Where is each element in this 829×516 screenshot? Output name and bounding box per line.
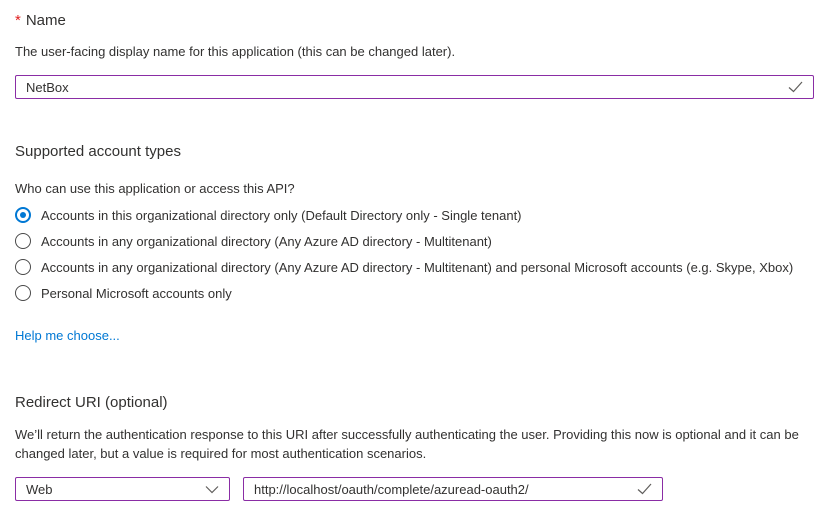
redirect-uri-description: We’ll return the authentication response to this URI after successfully authenticating the user. Providing this now is optional and it can be changed later, but a value is required for most authentication scenarios. — [15, 427, 799, 461]
name-input[interactable] — [15, 75, 814, 99]
redirect-uri-row — [15, 477, 814, 501]
radio-button-icon[interactable] — [15, 285, 31, 301]
radio-option-label: Accounts in any organizational directory (Any Azure AD directory - Multitenant) and personal Microsoft accounts (e.g. Skype, Xbox) — [41, 259, 794, 275]
radio-option-multitenant[interactable] — [15, 228, 814, 254]
chevron-down-icon — [205, 485, 219, 494]
redirect-uri-input-value: http://localhost/oauth/complete/azuread-oauth2/ — [254, 481, 529, 497]
valid-checkmark-icon — [788, 81, 803, 93]
radio-option-personal-only[interactable] — [15, 280, 814, 306]
name-field-description: The user-facing display name for this application (this can be changed later). — [15, 44, 456, 59]
radio-option-single-tenant[interactable] — [15, 202, 814, 228]
required-asterisk: * — [15, 12, 21, 29]
radio-button-icon[interactable] — [15, 233, 31, 249]
radio-button-icon[interactable] — [15, 207, 31, 223]
radio-option-multitenant-personal[interactable] — [15, 254, 814, 280]
radio-option-label: Personal Microsoft accounts only — [41, 285, 232, 301]
platform-select-value: Web — [26, 481, 53, 497]
name-input-value: NetBox — [26, 79, 69, 95]
redirect-uri-title: Redirect URI (optional) — [15, 394, 168, 411]
radio-option-label: Accounts in any organizational directory (Any Azure AD directory - Multitenant) — [41, 233, 492, 249]
platform-select[interactable] — [15, 477, 230, 501]
account-types-question: Who can use this application or access this API? — [15, 181, 295, 196]
radio-button-icon[interactable] — [15, 259, 31, 275]
help-me-choose-link[interactable]: Help me choose... — [15, 328, 120, 343]
name-label-text: Name — [25, 12, 66, 29]
valid-checkmark-icon — [637, 483, 652, 495]
radio-option-label: Accounts in this organizational directory only (Default Directory only - Single tenant) — [41, 207, 522, 223]
name-field-label — [15, 0, 814, 30]
redirect-uri-input[interactable] — [243, 477, 663, 501]
supported-account-types-title: Supported account types — [15, 143, 181, 160]
account-types-radio-group — [15, 202, 814, 306]
